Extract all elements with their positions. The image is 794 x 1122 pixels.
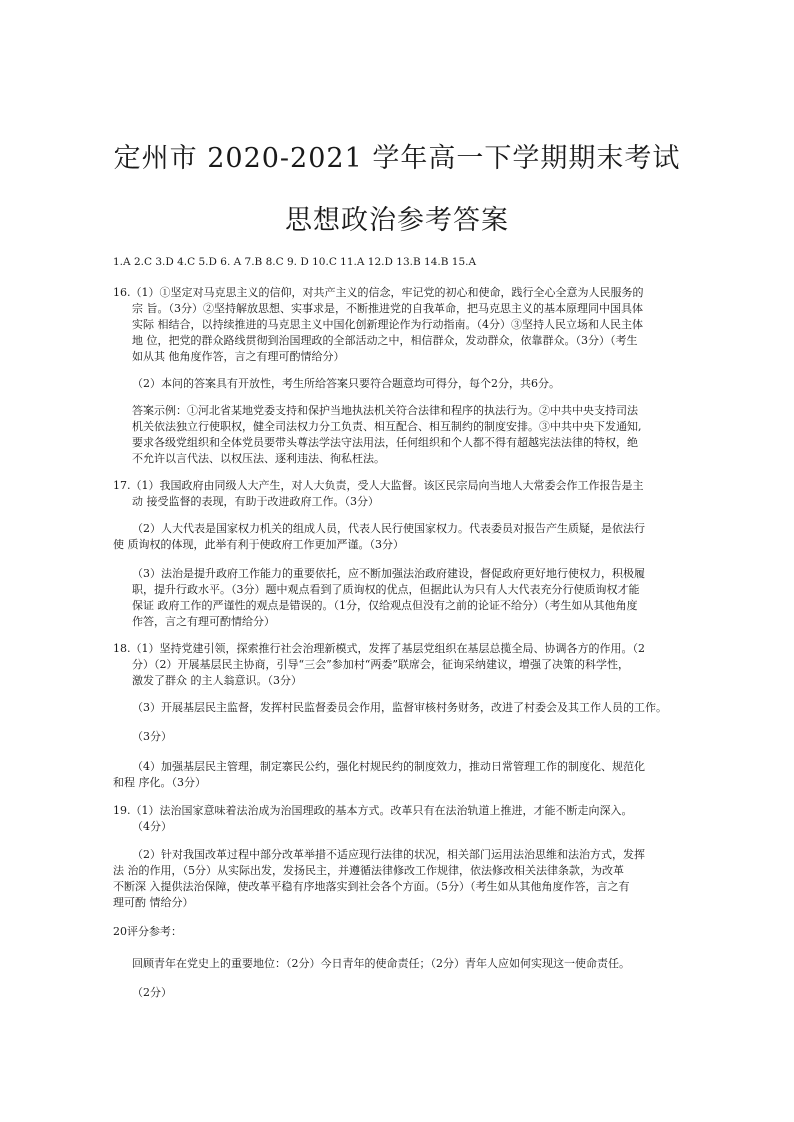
q18-part4 — [113, 759, 692, 791]
q20-heading — [113, 924, 182, 940]
q18-p1-line: 18.（1）坚持党建引领，探索推行社会治理新模式，发挥了基层党组织在基层总揽全局、协调各方的作用。（2 — [113, 642, 645, 655]
q19-p2-line: 不断深 入提供法治保障，使改革平稳有序地落实到社会各个方面。（5分）（考生如从其他角度作答，言之有 — [113, 880, 630, 893]
q17-p3-line: 保证 政府工作的严谨性的观点是错误的。（1分，仅给观点但没有之前的论证不给分）（考生如从其他角度 — [132, 599, 638, 612]
q17-p3-line: 职，提升行政水平。（3分）题中观点看到了质询权的优点，但据此认为只有人大代表充分行使质询权才能 — [132, 583, 640, 596]
q19-part2 — [113, 847, 692, 911]
q16-p1-line: 如从其 他角度作答，言之有理可酌情给分） — [132, 350, 345, 363]
q17-p1-line: 动 接受监督的表现，有助于改进政府工作。（3分） — [132, 495, 379, 508]
q18-p1-line: 分）（2）开展基层民主协商，引导“三会”参加村“两委”联席会，征询采纳建议，增强了决策的科学性， — [132, 658, 629, 671]
q19-p2-line: （2）针对我国改革过程中部分改革举措不适应现行法律的状况，相关部门运用法治思维和法治方式，发挥 — [132, 848, 645, 861]
q20-part1-score — [132, 985, 692, 1001]
q16-p1-line: 地 位，把党的群众路线贯彻到治国理政的全部活动之中，相信群众，发动群众，依靠群众。（3分）（考生 — [132, 334, 638, 347]
q20-p1b-line: （2分） — [132, 986, 172, 999]
q16-p3-line: 不允许以言代法、以权压法、逐利违法、徇私枉法。 — [132, 452, 385, 465]
q17-part3 — [132, 566, 692, 630]
q16-p2-line: （2）本问的答案具有开放性，考生所给答案只要符合题意均可得分，每个2分，共6分。 — [132, 377, 560, 390]
q18-p3-line: 和程 序化。（3分） — [113, 776, 206, 789]
q17-part1 — [113, 478, 693, 510]
q16-p1-line: 实际 相结合，以持续推进的马克思主义中国化创新理论作为行动指南。（4分）③坚持人民立场和人民主体 — [132, 318, 643, 331]
q16-p1-line: 16.（1）①坚定对马克思主义的信仰，对共产主义的信念，牢记党的初心和使命，践行全心全意为人民服务的 — [113, 286, 644, 299]
q18-part3-score — [132, 729, 692, 745]
q16-part2 — [132, 376, 692, 392]
q17-p2-line: （2）人大代表是国家权力机关的组成人员，代表人民行使国家权力。代表委员对报告产生质疑，是依法行 — [132, 522, 645, 535]
page-title: 定州市 2020-2021 学年高一下学期期末考试 — [113, 143, 681, 174]
q16-p1-line: 宗 旨。（3分）②坚持解放思想、实事求是，不断推进党的自我革命，把马克思主义的基本原理同中国具体 — [132, 302, 643, 315]
q19-p1-line: （4分） — [132, 820, 172, 833]
q16-p3-line: 机关依法独立行使职权，健全司法权力分工负责、相互配合、相互制约的制度安排。③中共中央下发通知, — [132, 420, 642, 433]
q19-p1-line: 19.（1）法治国家意味着法治成为治国理政的基本方式。改革只有在法治轨道上推进，才能不断走向深入。 — [113, 804, 633, 817]
q19-part1 — [113, 803, 693, 835]
q17-p2-line: 使 质询权的体现，此举有利于使政府工作更加严谨。（3分） — [113, 538, 404, 551]
q18-p3-line: （4）加强基层民主管理，制定寨民公约，强化村规民约的制度效力，推动日常管理工作的制度化、规范化 — [132, 760, 645, 773]
q18-part1 — [113, 641, 693, 689]
q16-p3-line: 答案示例：①河北省某地党委支持和保护当地执法机关符合法律和程序的执法行为。②中共中央支持司法 — [132, 404, 638, 417]
page-subtitle: 思想政治参考答案 — [285, 205, 509, 236]
q19-p2-line: 理可酌 情给分） — [113, 896, 194, 909]
q16-example — [132, 403, 712, 467]
q18-p1-line: 激发了群众 的主人翁意识。（3分） — [132, 674, 302, 687]
q17-p1-line: 17.（1）我国政府由同级人大产生，对人大负责，受人大监督。该区民宗局向当地人大常委会作工作报告是主 — [113, 479, 644, 492]
q17-part2 — [113, 521, 692, 553]
q17-p3-line: 作答，言之有理可酌情给分） — [132, 615, 275, 628]
q18-part3 — [132, 700, 692, 716]
q20-heading-line: 20评分参考： — [113, 925, 182, 938]
q18-p2b-line: （3分） — [132, 730, 172, 743]
q17-p3-line: （3）法治是提升政府工作能力的重要依托，应不断加强法治政府建设，督促政府更好地行使权力，积极履 — [132, 567, 645, 580]
choice-answers: 1.A 2.C 3.D 4.C 5.D 6. A 7.B 8.C 9. D 10.C 11.A 12.D 13.B 14.B 15.A — [113, 256, 477, 268]
q20-p1-line: 回顾青年在党史上的重要地位：（2分）今日青年的使命责任；（2分）青年人应如何实现这一使命责任。 — [132, 957, 630, 970]
q20-part1 — [132, 956, 692, 972]
q16-p3-line: 要求各级党组织和全体党员要带头尊法学法守法用法，任何组织和个人都不得有超越宪法法律的特权，绝 — [132, 436, 638, 449]
q18-p2-line: （3）开展基层民主监督，发挥村民监督委员会作用，监督审核村务财务，改进了村委会及其工作人员的工作。 — [132, 701, 667, 714]
q16-part1 — [113, 285, 693, 365]
q19-p2-line: 法 治的作用，（5分）从实际出发，发扬民主，并遵循法律修改工作规律，依法修改相关法律条款，为改革 — [113, 864, 624, 877]
